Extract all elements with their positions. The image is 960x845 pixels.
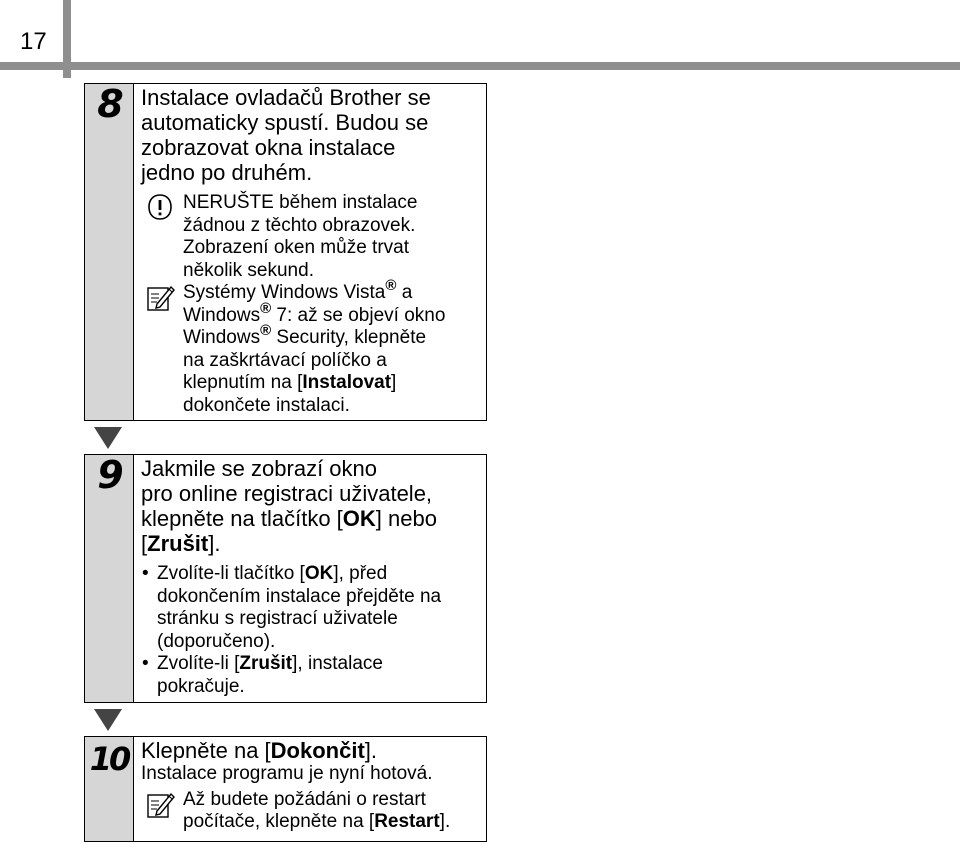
list-item: • Zvolíte-li [Zrušit], instalace pokračuje. <box>142 653 383 697</box>
memo-pencil-icon <box>145 282 175 312</box>
step-main-text: Jakmile se zobrazí okno pro online registraci uživatele, klepněte na tlačítko [OK] nebo [Zrušit]. <box>141 456 437 556</box>
step-content <box>141 84 482 417</box>
step-9 <box>84 454 487 703</box>
step-number: 8 <box>97 82 121 126</box>
warning-icon <box>145 192 175 222</box>
down-arrow-icon <box>94 709 122 731</box>
step-main-text: Instalace ovladačů Brother se automaticky spustí. Budou se zobrazovat okna instalace jedno po druhém. <box>141 85 431 185</box>
warning-note: NERUŠTE během instalace žádnou z těchto obrazovek. Zobrazení oken může trvat několik sekund. <box>141 192 482 282</box>
step-main-text: Klepněte na [Dokončit]. <box>141 738 378 763</box>
step-8 <box>84 83 487 421</box>
down-arrow-icon <box>94 427 122 449</box>
step-gutter <box>85 84 134 420</box>
page-number: 17 <box>20 28 47 55</box>
step-content <box>141 455 482 698</box>
step-number: 9 <box>97 453 121 497</box>
header-rule <box>0 62 960 70</box>
memo-pencil-icon <box>145 789 175 819</box>
list-item: • Zvolíte-li tlačítko [OK], před dokončením instalace přejděte na stránku s registrací uživatele (doporučeno). <box>142 563 442 652</box>
step-10 <box>84 736 487 842</box>
info-note: Až budete požádáni o restart počítače, klepněte na [Restart]. <box>141 789 482 834</box>
step-sub-text: Instalace programu je nyní hotová. <box>141 763 433 784</box>
header-divider <box>63 0 71 78</box>
info-note: Systémy Windows Vista® a Windows® 7: až se objeví okno Windows® Security, klepněte na zaškrtávací políčko a klepnutím na [Instalovat] dokončete instalaci. <box>141 282 482 417</box>
step-content <box>141 737 482 834</box>
step-number: 10 <box>89 740 129 778</box>
